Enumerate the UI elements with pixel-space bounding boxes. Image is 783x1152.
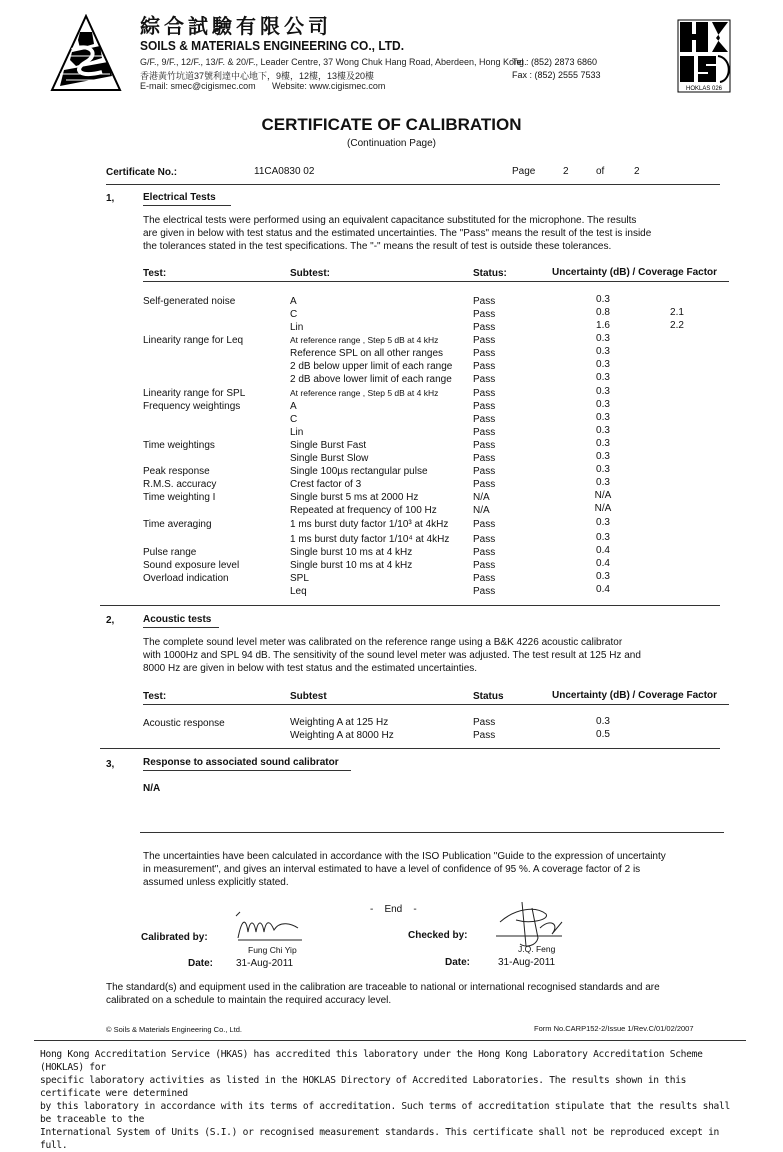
company-tel: Tel : (852) 2873 6860: [512, 57, 598, 67]
subtest-name: 2 dB above lower limit of each range: [290, 374, 452, 385]
col-header-subtest: Subtest:: [290, 268, 330, 279]
company-email: E-mail: smec@cigismec.com: [140, 81, 256, 91]
section-3-value: N/A: [143, 783, 161, 794]
test-status: Pass: [473, 296, 496, 307]
coverage-factor: [662, 437, 692, 450]
test-uncertainty: 0.3: [596, 372, 610, 383]
coverage-factor: [662, 293, 692, 306]
coverage-factor: [662, 502, 692, 515]
col-header-uncertainty: Uncertainty (dB) / Coverage Factor: [552, 267, 718, 278]
calibrated-name: Fung Chi Yip: [248, 945, 297, 955]
section-3-number: 3,: [106, 759, 115, 770]
test-uncertainty: 0.8: [596, 307, 610, 318]
company-address-english: G/F., 9/F., 12/F., 13/F. & 20/F., Leader Centre, 37 Wong Chuk Hang Road, Aberdeen, Hong Kong.: [140, 57, 527, 67]
uncertainty-note: The uncertainties have been calculated in accordance with the ISO Publication "Guide to the expression of uncertainty in measurement", and gives an interval estimated to have a level of confidence of 95 %. A coverage factor of 2 is assumed unless explicitly stated.: [143, 851, 666, 888]
test-status: Pass: [473, 401, 496, 412]
test-status: Pass: [473, 309, 496, 320]
hkas-accreditation-footer: Hong Kong Accreditation Service (HKAS) has accredited this laboratory under the Hong Kong Laboratory Accreditation Scheme (HOKLAS) for specific laboratory activities as listed in the HOKLAS Directory of Accredited Laboratories. The results shown in this certificate were determined by this laboratory in accordance with its terms of accreditation. Such terms of accreditation stipulate that the results shall be traceable to the International System of Units (S.I.) or recognised measurement standards. This certificate shall not be reproduced except in full.: [40, 1049, 730, 1151]
col-header-test: Test:: [143, 691, 167, 702]
section-2-heading: Acoustic tests: [143, 614, 212, 625]
calibrated-signature: [232, 910, 322, 946]
subtest-name: 1 ms burst duty factor 1/10³ at 4kHz: [290, 519, 449, 530]
test-uncertainty: 0.3: [596, 412, 610, 423]
certificate-title: CERTIFICATE OF CALIBRATION: [261, 115, 522, 134]
coverage-factor: [662, 476, 692, 489]
coverage-factor: [662, 424, 692, 437]
test-uncertainty: 0.3: [596, 386, 610, 397]
subtest-name: 1 ms burst duty factor 1/10⁴ at 4kHz: [290, 534, 450, 545]
end-marker: - End -: [370, 904, 417, 915]
acoustic-subtest: Weighting A at 8000 Hz: [290, 730, 394, 741]
traceability-statement: The standard(s) and equipment used in the calibration are traceable to national or international recognised standards and are calibrated on a schedule to maintain the required accuracy level.: [106, 982, 660, 1006]
subtest-name: Lin: [290, 427, 304, 438]
col-header-uncertainty: Uncertainty (dB) / Coverage Factor: [552, 690, 718, 701]
test-status: Pass: [473, 453, 496, 464]
test-status: Pass: [473, 547, 496, 558]
test-uncertainty: 0.3: [596, 425, 610, 436]
test-status: Pass: [473, 479, 496, 490]
test-name: Peak response: [143, 466, 210, 477]
subtest-name: At reference range , Step 5 dB at 4 kHz: [290, 335, 439, 345]
company-logo: [50, 14, 122, 92]
subtest-name: A: [290, 296, 297, 307]
test-name: Time weighting I: [143, 492, 216, 503]
divider: [140, 832, 724, 833]
test-name: Time averaging: [143, 519, 212, 530]
col-header-subtest: Subtest: [290, 691, 327, 702]
test-status: Pass: [473, 519, 496, 530]
heading-underline: [143, 770, 351, 771]
checked-date-label: Date:: [445, 957, 471, 968]
coverage-factor: [662, 557, 692, 570]
divider: [34, 1040, 746, 1041]
certificate-subtitle: (Continuation Page): [347, 138, 436, 149]
test-name: Linearity range for Leq: [143, 335, 244, 346]
checked-by-label: Checked by:: [408, 930, 468, 941]
section-1-heading: Electrical Tests: [143, 192, 216, 203]
subtest-name: SPL: [290, 573, 309, 584]
coverage-factor: [662, 411, 692, 424]
coverage-factor: [662, 489, 692, 502]
coverage-factor: [662, 358, 692, 371]
subtest-name: C: [290, 414, 298, 425]
calibrated-by-label: Calibrated by:: [141, 932, 208, 943]
checked-name: J.Q. Feng: [518, 944, 556, 954]
hkas-logo-label: HOKLAS 026: [685, 86, 723, 92]
subtest-name: Lin: [290, 322, 304, 333]
subtest-name: Single 100µs rectangular pulse: [290, 466, 428, 477]
acoustic-status: Pass: [473, 730, 496, 741]
test-status: Pass: [473, 586, 496, 597]
divider: [143, 281, 729, 282]
acoustic-uncertainty: 0.5: [596, 729, 610, 740]
subtest-name: Single Burst Fast: [290, 440, 367, 451]
test-status: Pass: [473, 573, 496, 584]
coverage-factor: [662, 450, 692, 463]
calibrated-date-label: Date:: [188, 958, 214, 969]
test-status: Pass: [473, 466, 496, 477]
test-uncertainty: 0.3: [596, 517, 610, 528]
subtest-name: C: [290, 309, 298, 320]
divider: [100, 605, 720, 606]
test-uncertainty: 0.3: [596, 571, 610, 582]
section-1-intro: The electrical tests were performed using an equivalent capacitance substituted for the microphone. The results are given in below with test status and the estimated uncertainties. The "Pass" means the result of the test is inside the tolerances stated in the test specifications. The "-" means the result of test is outside these tolerances.: [143, 215, 652, 252]
coverage-factor: [662, 570, 692, 583]
test-uncertainty: 0.4: [596, 584, 610, 595]
heading-underline: [143, 627, 219, 628]
test-name: Pulse range: [143, 547, 197, 558]
divider: [100, 748, 720, 749]
heading-underline: [143, 205, 231, 206]
subtest-name: Single burst 10 ms at 4 kHz: [290, 547, 413, 558]
coverage-factor: [662, 332, 692, 345]
certificate-no-value: 11CA0830 02: [254, 166, 315, 177]
company-website: Website: www.cigismec.com: [272, 81, 386, 91]
coverage-factor: [662, 531, 692, 544]
coverage-factor: [662, 516, 692, 529]
coverage-factor: [662, 398, 692, 411]
test-uncertainty: 0.3: [596, 477, 610, 488]
test-status: Pass: [473, 560, 496, 571]
acoustic-uncertainty: 0.3: [596, 716, 610, 727]
test-uncertainty: 0.3: [596, 438, 610, 449]
form-number: Form No.CARP152-2/Issue 1/Rev.C/01/02/2007: [534, 1024, 694, 1033]
subtest-name: A: [290, 401, 297, 412]
page-label: Page: [512, 166, 536, 177]
test-name: R.M.S. accuracy: [143, 479, 217, 490]
test-uncertainty: 0.3: [596, 399, 610, 410]
test-uncertainty: 0.3: [596, 451, 610, 462]
test-uncertainty: 0.3: [596, 359, 610, 370]
coverage-factor: [662, 345, 692, 358]
test-name: Self-generated noise: [143, 296, 236, 307]
coverage-factor: [662, 385, 692, 398]
section-3-heading: Response to associated sound calibrator: [143, 757, 339, 768]
coverage-factor: [662, 544, 692, 557]
acoustic-status: Pass: [473, 717, 496, 728]
test-status: Pass: [473, 361, 496, 372]
test-status: Pass: [473, 335, 496, 346]
test-uncertainty: 0.3: [596, 346, 610, 357]
test-status: Pass: [473, 374, 496, 385]
subtest-name: 2 dB below upper limit of each range: [290, 361, 453, 372]
hkas-logo: [676, 18, 732, 94]
coverage-factor: 2.2: [670, 320, 684, 331]
subtest-name: At reference range , Step 5 dB at 4 kHz: [290, 388, 439, 398]
test-uncertainty: 0.4: [596, 558, 610, 569]
test-uncertainty: 1.6: [596, 320, 610, 331]
checked-date: 31-Aug-2011: [498, 957, 556, 968]
page-of-label: of: [596, 166, 605, 177]
subtest-name: Single Burst Slow: [290, 453, 369, 464]
test-uncertainty: N/A: [594, 503, 612, 514]
company-name-english: SOILS & MATERIALS ENGINEERING CO., LTD.: [140, 38, 405, 53]
col-header-status: Status: [473, 691, 504, 702]
test-status: N/A: [473, 505, 490, 516]
subtest-name: Single burst 10 ms at 4 kHz: [290, 560, 413, 571]
page-total: 2: [634, 166, 640, 177]
test-uncertainty: 0.4: [596, 545, 610, 556]
page-number: 2: [563, 166, 569, 177]
divider: [143, 704, 729, 705]
coverage-factor: [662, 583, 692, 596]
subtest-name: Leq: [290, 586, 307, 597]
test-uncertainty: 0.3: [596, 333, 610, 344]
test-status: Pass: [473, 388, 496, 399]
test-name: Frequency weightings: [143, 401, 241, 412]
company-name-chinese: 綜合試驗有限公司: [140, 14, 332, 38]
certificate-no-label: Certificate No.:: [106, 167, 178, 178]
test-status: Pass: [473, 427, 496, 438]
test-uncertainty: 0.3: [596, 464, 610, 475]
divider: [106, 184, 720, 185]
test-uncertainty: N/A: [594, 490, 612, 501]
subtest-name: Repeated at frequency of 100 Hz: [290, 505, 437, 516]
test-status: Pass: [473, 414, 496, 425]
test-uncertainty: 0.3: [596, 294, 610, 305]
calibrated-date: 31-Aug-2011: [236, 958, 294, 969]
subtest-name: Single burst 5 ms at 2000 Hz: [290, 492, 419, 503]
test-name: Sound exposure level: [143, 560, 240, 571]
test-status: N/A: [473, 492, 490, 503]
col-header-test: Test:: [143, 268, 167, 279]
col-header-status: Status:: [473, 268, 507, 279]
section-2-intro: The complete sound level meter was calibrated on the reference range using a B&K 4226 acoustic calibrator with 1000Hz and SPL 94 dB. The sensitivity of the sound level meter was adjusted. The test result at 125 Hz and 8000 Hz are given in below with test status and the estimated uncertainties.: [143, 637, 641, 674]
test-status: Pass: [473, 322, 496, 333]
test-status: Pass: [473, 348, 496, 359]
acoustic-subtest: Weighting A at 125 Hz: [290, 717, 389, 728]
section-1-number: 1,: [106, 193, 115, 204]
section-2-number: 2,: [106, 615, 115, 626]
subtest-name: Crest factor of 3: [290, 479, 362, 490]
test-status: Pass: [473, 440, 496, 451]
test-name: Linearity range for SPL: [143, 388, 246, 399]
coverage-factor: [662, 463, 692, 476]
test-status: Pass: [473, 534, 496, 545]
copyright: © Soils & Materials Engineering Co., Ltd.: [106, 1025, 243, 1034]
company-fax: Fax : (852) 2555 7533: [512, 70, 601, 80]
coverage-factor: [662, 371, 692, 384]
test-uncertainty: 0.3: [596, 532, 610, 543]
test-name: Time weightings: [143, 440, 215, 451]
company-address-chinese: 香港黃竹坑道37號利達中心地下，9樓，12樓，13樓及20樓: [140, 71, 375, 81]
acoustic-test-name: Acoustic response: [143, 718, 225, 729]
coverage-factor: 2.1: [670, 307, 684, 318]
subtest-name: Reference SPL on all other ranges: [290, 348, 444, 359]
test-name: Overload indication: [143, 573, 229, 584]
